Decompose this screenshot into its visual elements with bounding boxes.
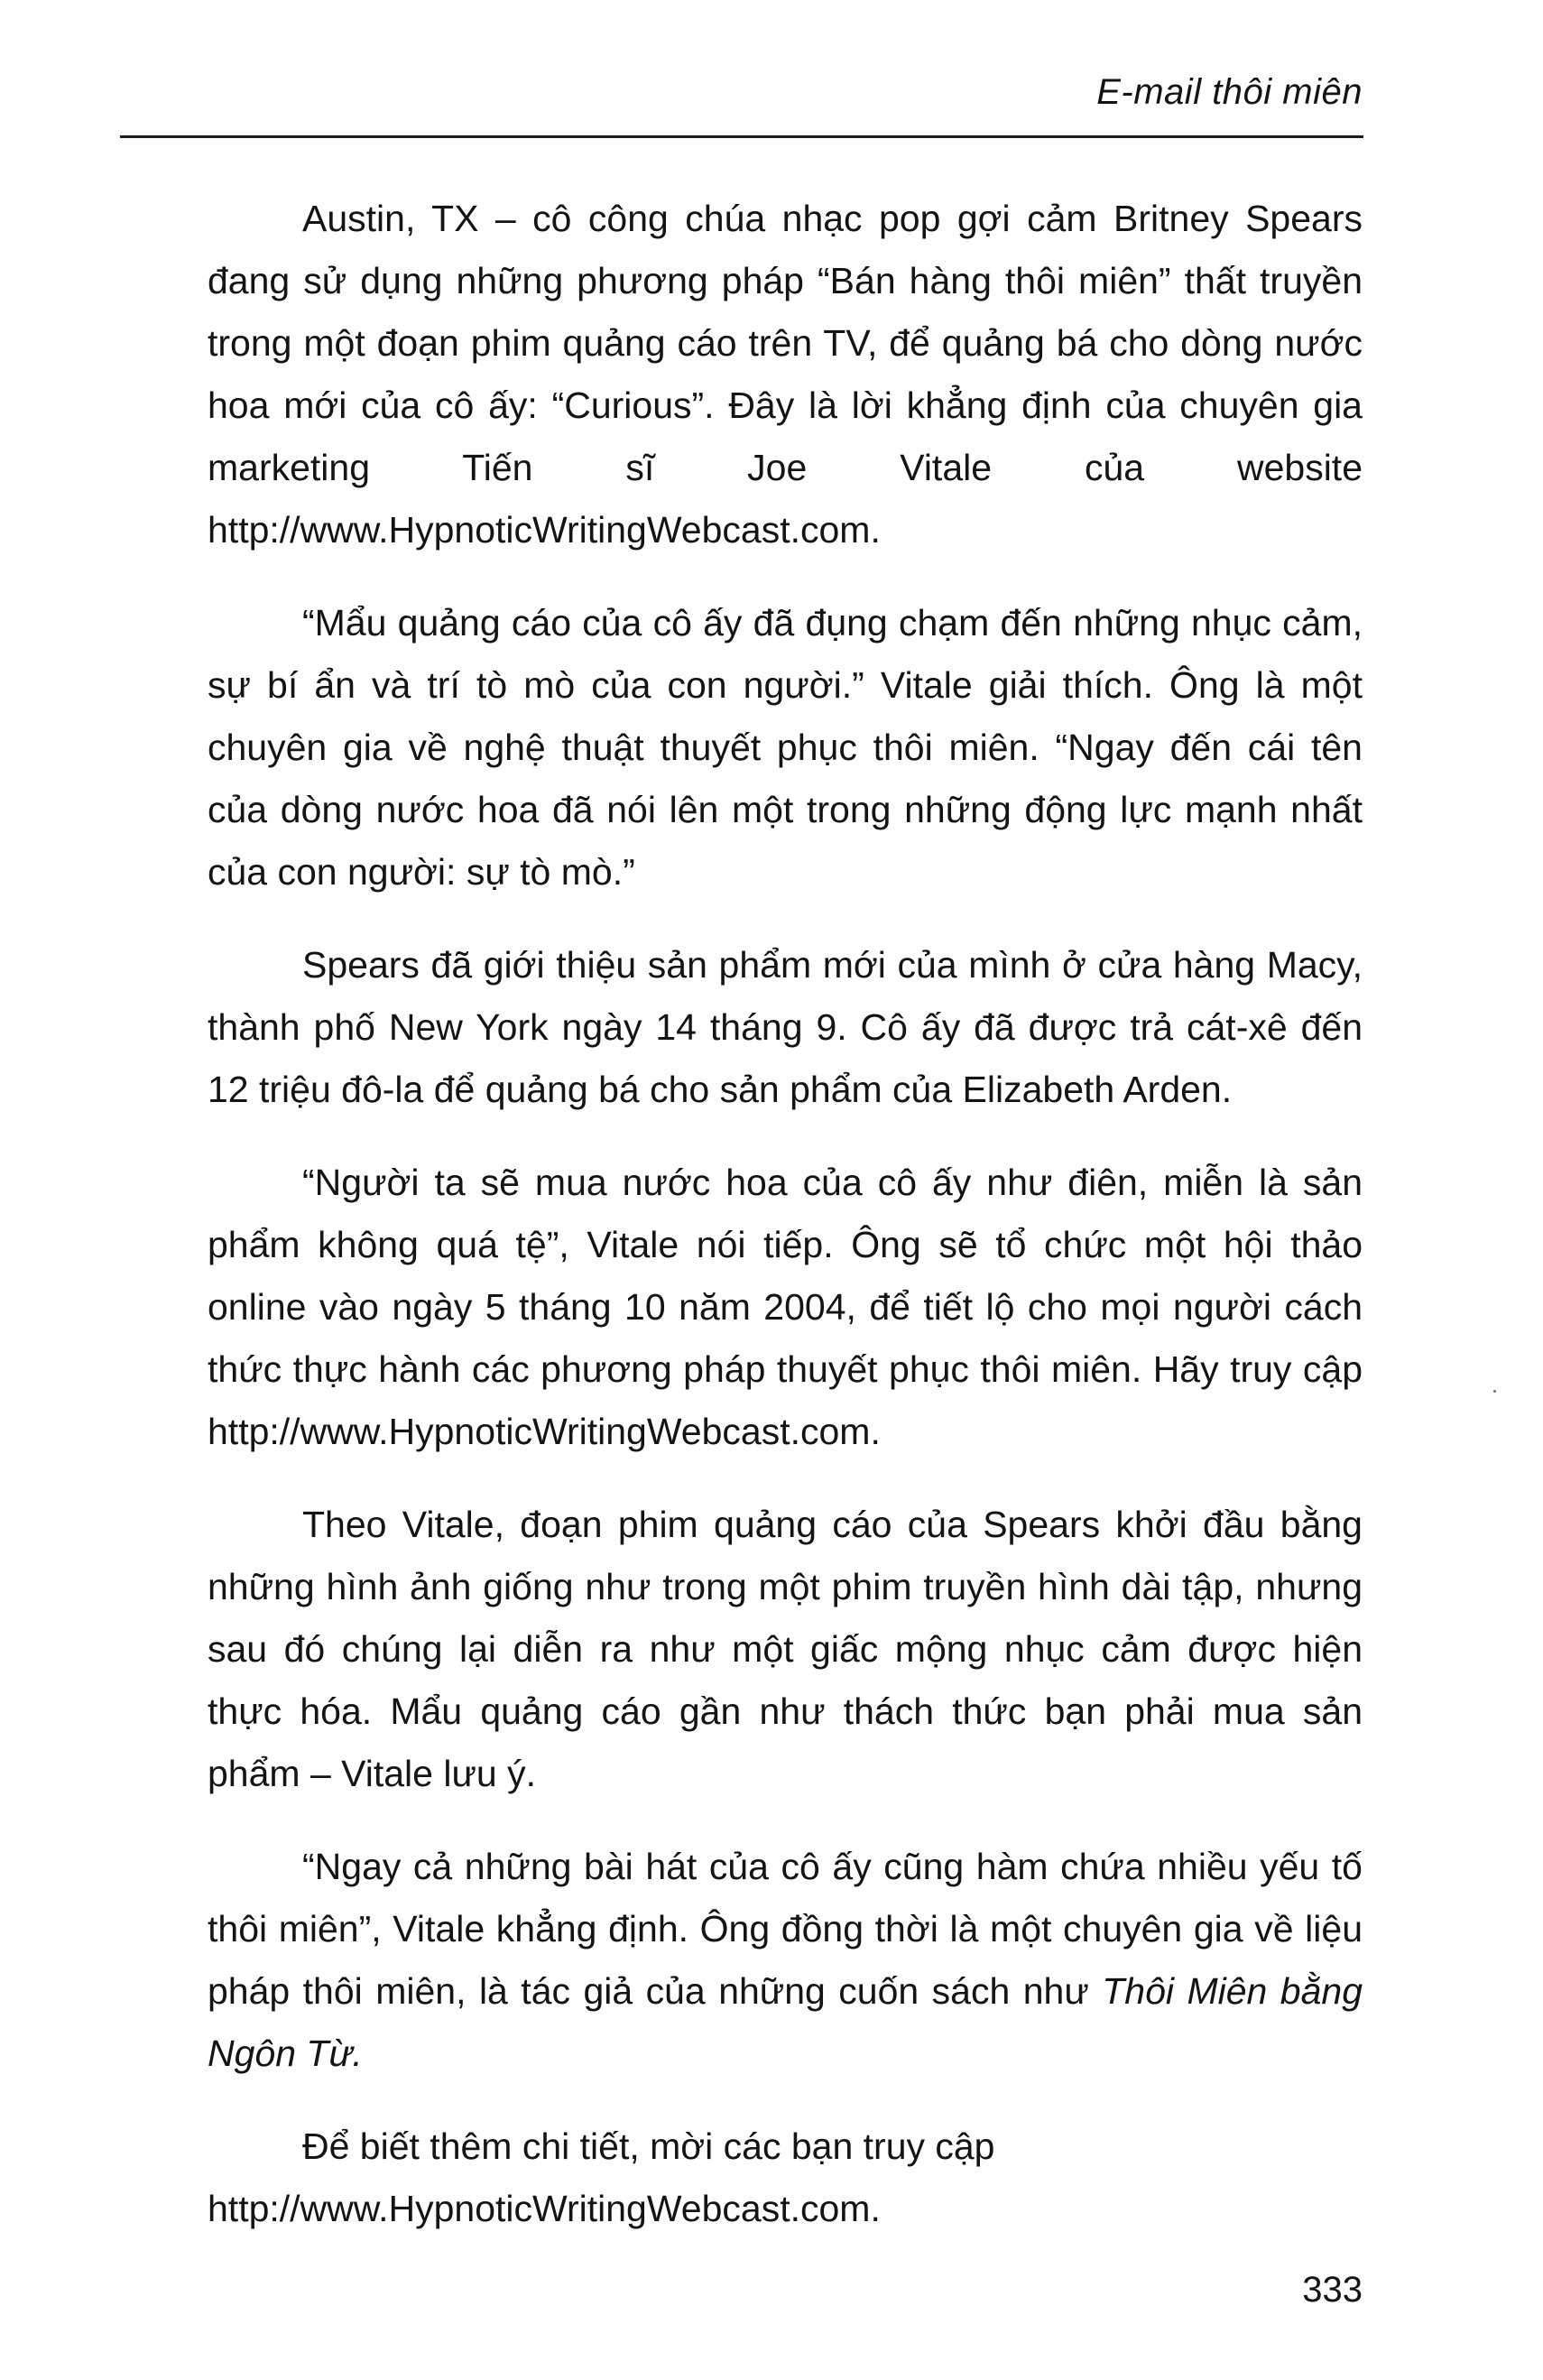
closing-paragraph <box>208 2116 1363 2240</box>
paragraph-2: “Mẩu quảng cáo của cô ấy đã đụng chạm đến những nhục cảm, sự bí ẩn và trí tò mò của con người.” Vitale giải thích. Ông là một chuyên gia về nghệ thuật thuyết phục thôi miên. “Ngay đến cái tên của dòng nước hoa đã nói lên một trong những động lực mạnh nhất của con người: sự tò mò.” <box>208 602 1363 893</box>
book-title: Thôi Miên bằng Ngôn Từ. <box>208 1970 1363 2074</box>
paragraph-3: Spears đã giới thiệu sản phẩm mới của mình ở cửa hàng Macy, thành phố New York ngày 14 tháng 9. Cô ấy đã được trả cát-xê đến 12 triệu đô-la để quảng bá cho sản phẩm của Elizabeth Arden. <box>208 944 1363 1110</box>
paragraph-6 <box>208 1836 1363 2085</box>
paragraph-5: Theo Vitale, đoạn phim quảng cáo của Spears khởi đầu bằng những hình ảnh giống như trong một phim truyền hình dài tập, nhưng sau đó chúng lại diễn ra như một giấc mộng nhục cảm được hiện thực hóa. Mẩu quảng cáo gần như thách thức bạn phải mua sản phẩm – Vitale lưu ý. <box>208 1504 1363 1794</box>
closing-line-1: Để biết thêm chi tiết, mời các bạn truy cập <box>302 2125 995 2167</box>
closing-link: http://www.HypnoticWritingWebcast.com. <box>208 2188 881 2229</box>
paragraph-6-text: “Ngay cả những bài hát của cô ấy cũng hàm chứa nhiều yếu tố thôi miên”, Vitale khẳng định. Ông đồng thời là một chuyên gia về liệu pháp thôi miên, là tác giả của những cuốn sách như <box>208 1846 1363 2012</box>
header-divider <box>120 135 1363 138</box>
running-header-title: E-mail thôi miên <box>1096 72 1363 112</box>
paragraph-1: Austin, TX – cô công chúa nhạc pop gợi cảm Britney Spears đang sử dụng những phương pháp “Bán hàng thôi miên” thất truyền trong một đoạn phim quảng cáo trên TV, để quảng bá cho dòng nước hoa mới của cô ấy: “Curious”. Đây là lời khẳng định của chuyên gia marketing Tiến sĩ Joe Vitale của website http://www.HypnoticWritingWebcast.com. <box>208 198 1363 551</box>
page-number: 333 <box>1302 2270 1363 2310</box>
paragraph-4: “Người ta sẽ mua nước hoa của cô ấy như điên, miễn là sản phẩm không quá tệ”, Vitale nói tiếp. Ông sẽ tổ chức một hội thảo online vào ngày 5 tháng 10 năm 2004, để tiết lộ cho mọi người cách thức thực hành các phương pháp thuyết phục thôi miên. Hãy truy cập http://www.HypnoticWritingWebcast.com. <box>208 1162 1363 1452</box>
scan-speck <box>1493 1390 1496 1393</box>
article-body <box>208 188 1363 2240</box>
